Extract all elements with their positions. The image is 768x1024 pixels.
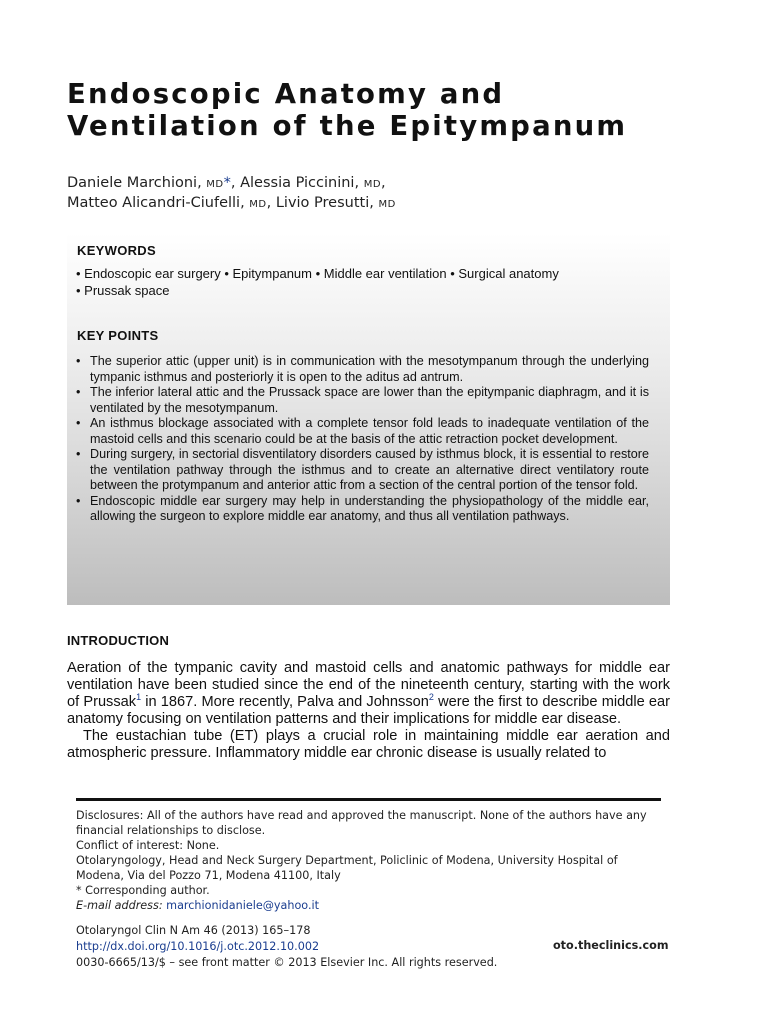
reference-link[interactable]: 2 bbox=[428, 692, 434, 703]
author-degree: MD bbox=[206, 179, 224, 190]
footnote-divider bbox=[76, 798, 661, 801]
corresponding-note: * Corresponding author. bbox=[76, 884, 210, 897]
corresponding-author-mark[interactable]: * bbox=[223, 175, 231, 191]
keywords-keypoints-box bbox=[67, 233, 670, 605]
key-point-item: • An isthmus blockage associated with a complete tensor fold leads to inadequate ventilation of the mastoid cells and this scenario could be at the basis of the attic retraction pocket development. bbox=[76, 416, 649, 446]
journal-site-link[interactable]: oto.theclinics.com bbox=[553, 939, 669, 952]
introduction-heading: INTRODUCTION bbox=[67, 633, 170, 648]
key-point-item: • Endoscopic middle ear surgery may help in understanding the physiopathology of the middle ear, allowing the surgeon to explore middle ear anatomy, and thus all ventilation pathways. bbox=[76, 493, 649, 523]
key-point-item: • During surgery, in sectorial disventilatory disorders caused by isthmus block, it is essential to restore the ventilation pathway through the isthmus and to create an alternative direct ventilatory route between the protympanum and anterior attic from a section of the central portion of the tensor fold. bbox=[76, 447, 649, 492]
author-name: Alessia Piccinini, bbox=[240, 175, 364, 191]
bullet-icon: • bbox=[76, 493, 81, 508]
bullet-icon: • bbox=[76, 447, 81, 461]
affiliation-note: Otolaryngology, Head and Neck Surgery Department, Policlinic of Modena, University Hospital of Modena, Via del Pozzo 71, Modena 41100, Italy bbox=[76, 854, 618, 882]
disclosures-note: Disclosures: All of the authors have read and approved the manuscript. None of the authors have any financial relationships to disclose. bbox=[76, 809, 647, 837]
paragraph: The eustachian tube (ET) plays a crucial role in maintaining middle ear aeration and atmospheric pressure. Inflammatory middle ear chronic disease is usually related to bbox=[67, 728, 670, 761]
introduction-body bbox=[67, 660, 670, 762]
reference-link[interactable]: 1 bbox=[136, 692, 142, 703]
keywords-line: • Prussak space bbox=[76, 283, 170, 298]
footnotes bbox=[76, 808, 666, 913]
key-points-list bbox=[76, 354, 649, 525]
author-name: Daniele Marchioni, bbox=[67, 175, 207, 191]
bullet-icon: • bbox=[76, 416, 81, 430]
key-points-heading: KEY POINTS bbox=[77, 328, 159, 343]
doi-link[interactable]: http://dx.doi.org/10.1016/j.otc.2012.10.002 bbox=[76, 940, 320, 953]
author-degree: MD bbox=[378, 199, 396, 210]
paragraph: Aeration of the tympanic cavity and mastoid cells and anatomic pathways for middle ear ventilation have been studied since the end of the nineteenth century, starting with the work of Prussak$^1$ in 1867. More recently, Palva and Johnsson$^2$ were the first to describe middle ear anatomy focusing on ventilation patterns and their implications for middle ear disease. bbox=[67, 660, 670, 727]
keywords-heading: KEYWORDS bbox=[77, 243, 156, 258]
bullet-icon: • bbox=[76, 354, 81, 368]
bullet-icon: • bbox=[76, 385, 81, 399]
copyright-line: 0030-6665/13/$ – see front matter © 2013 Elsevier Inc. All rights reserved. bbox=[76, 956, 498, 969]
key-point-item: • The inferior lateral attic and the Prussack space are lower than the epitympanic diaphragm, and it is ventilated by the mesotympanum. bbox=[76, 385, 649, 415]
author-degree: MD bbox=[249, 199, 267, 210]
author-name: Livio Presutti, bbox=[275, 195, 379, 211]
title-line-1: Endoscopic Anatomy and bbox=[67, 78, 505, 110]
email-link[interactable]: marchionidaniele@yahoo.it bbox=[166, 899, 319, 912]
email-label: E-mail address: bbox=[76, 899, 163, 912]
article-title bbox=[67, 78, 727, 142]
email-line bbox=[76, 898, 666, 913]
author-name: Matteo Alicandri-Ciufelli, bbox=[67, 195, 250, 211]
journal-citation: Otolaryngol Clin N Am 46 (2013) 165–178 bbox=[76, 924, 311, 937]
title-line-2: Ventilation of the Epitympanum bbox=[67, 110, 628, 142]
conflict-note: Conflict of interest: None. bbox=[76, 839, 220, 852]
key-point-item: • The superior attic (upper unit) is in communication with the mesotympanum through the underlying tympanic isthmus and posteriorly it is open to the aditus ad antrum. bbox=[76, 354, 649, 384]
keywords-list bbox=[76, 265, 666, 299]
author-degree: MD bbox=[363, 179, 382, 190]
keywords-line: • Endoscopic ear surgery • Epitympanum • Middle ear ventilation • Surgical anatomy bbox=[76, 266, 559, 281]
author-list: Daniele Marchioni, MD*, Alessia Piccinini, MD, Matteo Alicandri-Ciufelli, MD, Livio Presutti, MD bbox=[67, 175, 396, 211]
